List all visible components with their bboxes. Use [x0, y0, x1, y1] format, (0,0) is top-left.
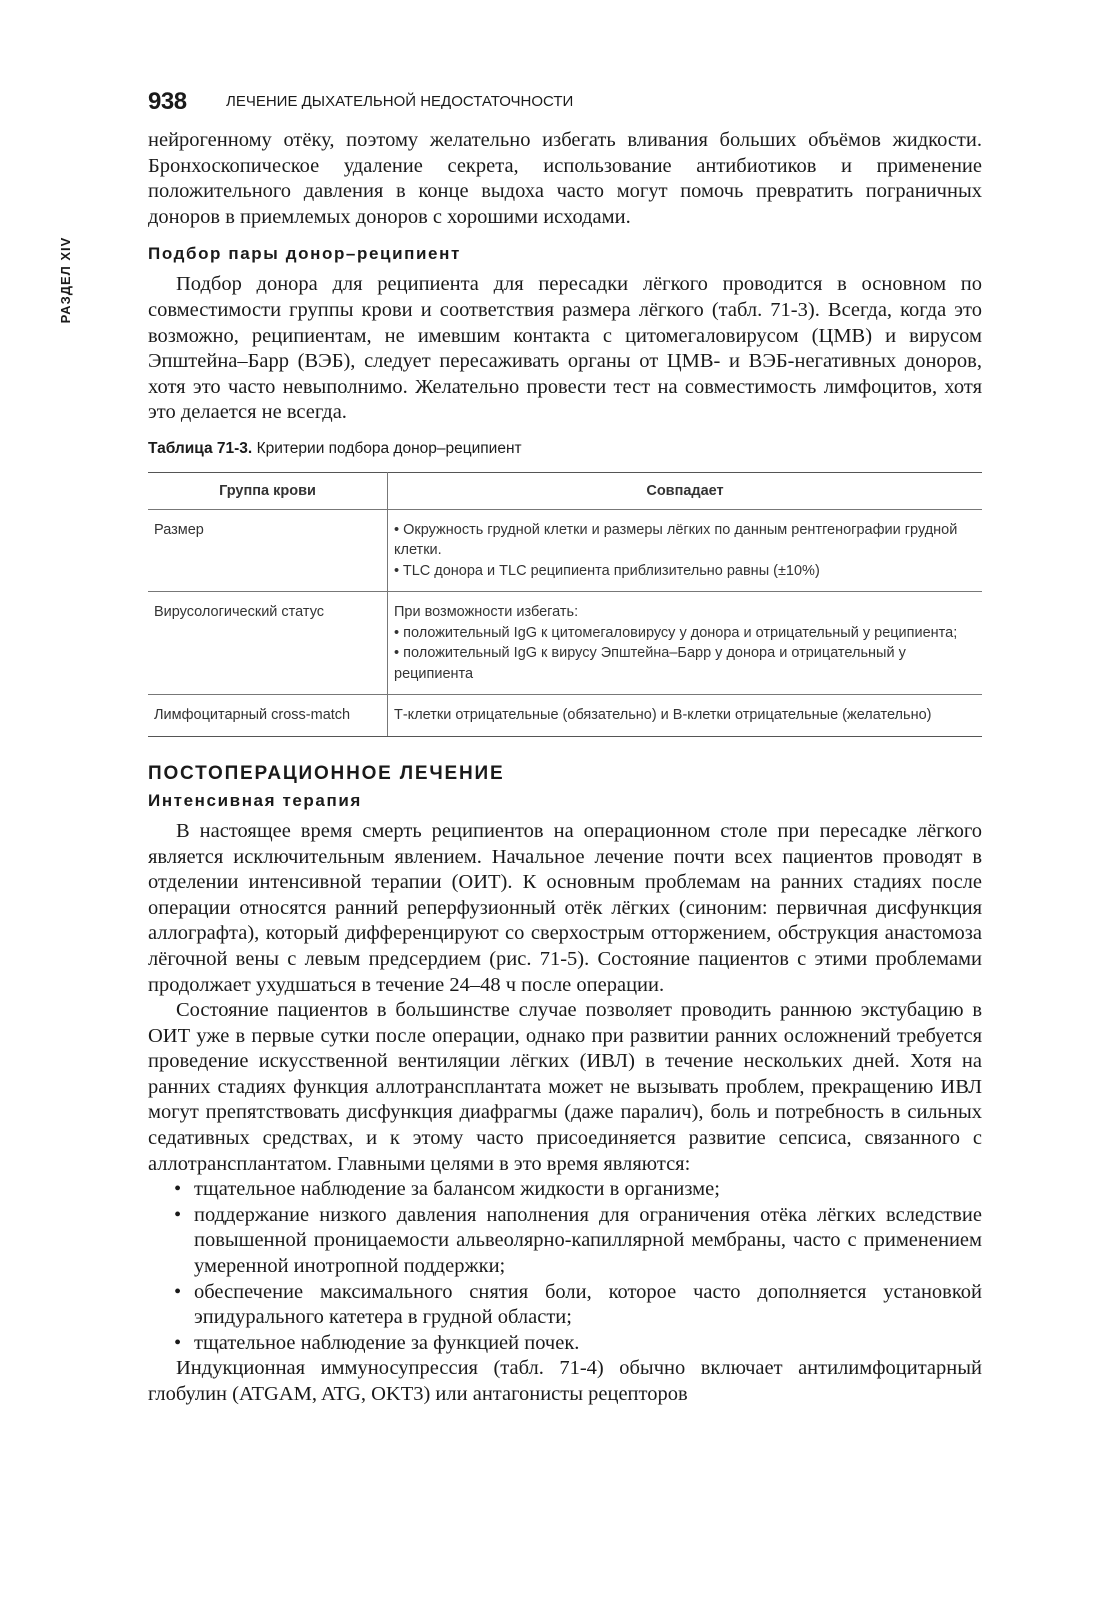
table-cell-match — [388, 592, 983, 695]
section-heading-donor-matching: Подбор пары донор–реципиент — [148, 244, 461, 264]
list-item: • обеспечение максимального снятия боли, которое часто дополняется установкой эпидурального катетера в грудной области; — [148, 1280, 982, 1331]
table-caption-text: Критерии подбора донор–реципиент — [256, 439, 522, 457]
goals-list — [148, 1177, 982, 1356]
table-caption — [148, 440, 982, 458]
table-row — [148, 509, 982, 592]
table-cell-match — [388, 695, 983, 737]
table-header-cell: Группа крови — [148, 472, 388, 509]
list-item: • тщательное наблюдение за балансом жидкости в организме; — [148, 1177, 982, 1203]
donor-matching-paragraph: Подбор донора для реципиента для пересадки лёгкого проводится в основном по совместимости группы крови и соответствия размера лёгкого (табл. 71-3). Всегда, когда это возможно, реципиентам, не имевшим контакта с цитомегаловирусом (ЦМВ) и вирусом Эпштейна–Барр (ВЭБ), следует пересаживать органы от ЦМВ- и ВЭБ-негативных доноров, хотя это часто невыполнимо. Желательно провести тест на совместимость лимфоцитов, хотя это делается не всегда. — [148, 273, 982, 424]
table-cell-line: • положительный IgG к вирусу Эпштейна–Барр у донора и отрицательный у реципиента — [394, 645, 906, 682]
intro-paragraph: нейрогенному отёку, поэтому желательно избегать вливания больших объёмов жидкости. Бронхоскопическое удаление секрета, использование антибиотиков и применение положительного давления в конце выдоха часто могут помочь превратить пограничных доноров в приемлемых доноров с хорошими исходами. — [148, 129, 982, 228]
table-caption-label: Таблица 71-3. — [148, 439, 253, 457]
table-cell-line: • TLC донора и TLC реципиента приблизительно равны (±10%) — [394, 562, 820, 579]
intensive-care-paragraph-2: Состояние пациентов в большинстве случае позволяет проводить раннюю экстубацию в ОИТ уже в первые сутки после операции, однако при развитии ранних осложнений требуется проведение искусственной вентиляции лёгких (ИВЛ) в течение нескольких дней. Хотя на ранних стадиях функция аллотрансплантата может не вызывать проблем, прекращению ИВЛ могут препятствовать дисфункция диафрагмы (даже паралич), боль и потребность в сильных седативных средствах, и к этому часто присоединяется развитие сепсиса, связанного с аллотрансплантатом. Главными целями в это время являются: — [148, 999, 982, 1175]
page-content — [148, 128, 982, 1408]
table-header-row — [148, 472, 982, 509]
table-cell-criterion: Вирусологический статус — [148, 592, 388, 695]
intensive-care-paragraph-1: В настоящее время смерть реципиентов на операционном столе при пересадке лёгкого является исключительным явлением. Начальное лечение почти всех пациентов проводят в отделении интенсивной терапии (ОИТ). К основным проблемам на ранних стадиях после операции относятся ранний реперфузионный отёк лёгких (синоним: первичная дисфункция аллографта), который дифференцируют со сверхострым отторжением, обструкция анастомоза лёгочной вены с левым предсердием (рис. 71-5). Состояние пациентов с этими проблемами продолжает ухудшаться в течение 24–48 ч после операции. — [148, 819, 982, 996]
table-header-cell: Совпадает — [388, 472, 983, 509]
table-cell-line: Т-клетки отрицательные (обязательно) и В-клетки отрицательные (желательно) — [394, 707, 932, 724]
page-header — [148, 88, 978, 120]
section-heading-postoperative: ПОСТОПЕРАЦИОННОЕ ЛЕЧЕНИЕ — [148, 762, 505, 784]
immunosuppression-paragraph: Индукционная иммуносупрессия (табл. 71-4) обычно включает антилимфоцитарный глобулин (ATGAM, ATG, OKT3) или антагонисты рецепторов — [148, 1357, 982, 1405]
list-item: • тщательное наблюдение за функцией почек. — [148, 1331, 982, 1357]
list-item: • поддержание низкого давления наполнения для ограничения отёка лёгких вследствие повышенной проницаемости альвеолярно-капиллярной мембраны, часто с применением умеренной инотропной поддержки; — [148, 1203, 982, 1280]
table-cell-line: • положительный IgG к цитомегаловирусу у донора и отрицательный у реципиента; — [394, 624, 958, 641]
running-title: ЛЕЧЕНИЕ ДЫХАТЕЛЬНОЙ НЕДОСТАТОЧНОСТИ — [226, 93, 574, 110]
section-side-label: РАЗДЕЛ XIV — [58, 236, 73, 324]
table-cell-line: При возможности избегать: — [394, 604, 579, 621]
subheading-intensive-care: Интенсивная терапия — [148, 790, 362, 810]
table-cell-criterion: Лимфоцитарный cross-match — [148, 695, 388, 737]
criteria-table — [148, 472, 982, 737]
table-row — [148, 695, 982, 737]
table-row — [148, 592, 982, 695]
page-number: 938 — [148, 88, 187, 115]
table-cell-line: • Окружность грудной клетки и размеры лёгких по данным рентгенографии грудной клетки. — [394, 521, 958, 559]
table-cell-criterion: Размер — [148, 509, 388, 592]
table-cell-match — [388, 509, 983, 592]
